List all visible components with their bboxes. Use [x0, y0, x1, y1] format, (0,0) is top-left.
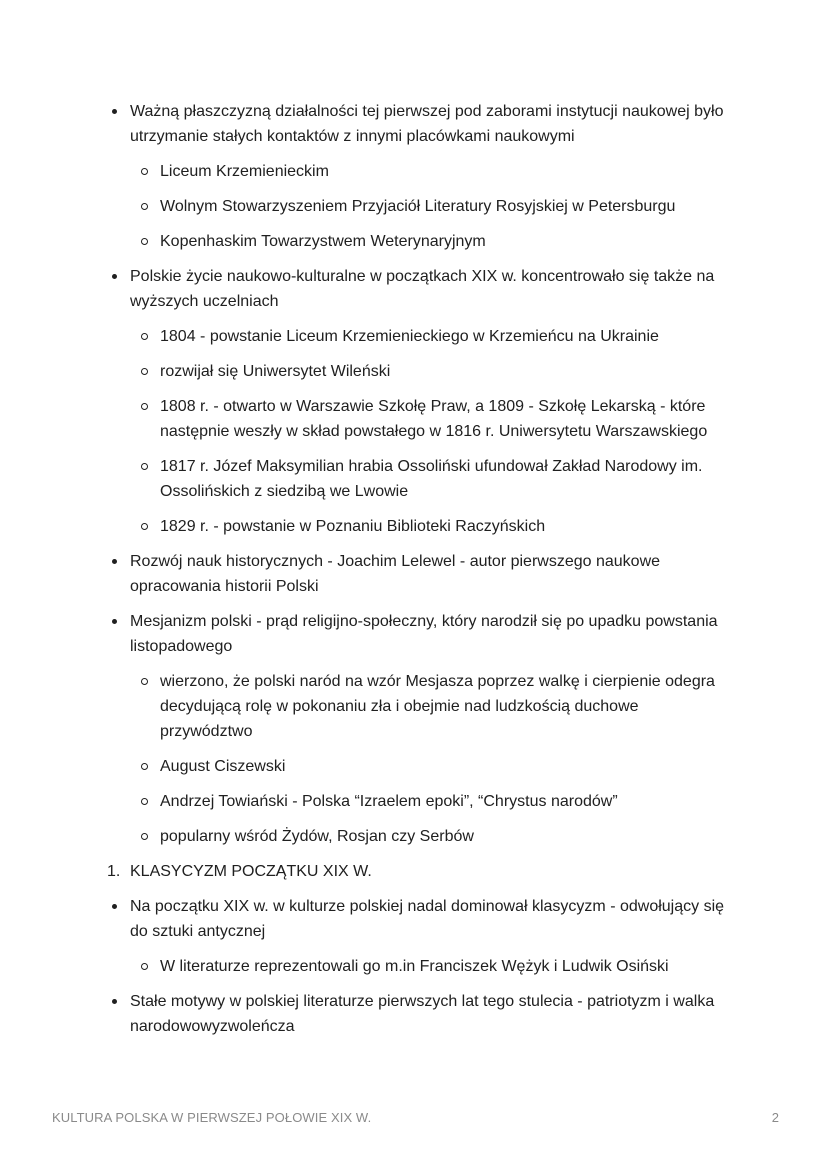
- list-item-text: 1829 r. - powstanie w Poznaniu Biblioteki Raczyńskich: [160, 518, 546, 535]
- sub-bullet-icon: [138, 229, 150, 254]
- sub-bullet-icon: [138, 454, 150, 479]
- list-item-text: 1817 r. Józef Maksymilian hrabia Ossoliński ufundował Zakład Narodowy im. Ossolińskich z siedzibą we Lwowie: [160, 458, 703, 500]
- sub-list-item: [160, 394, 730, 444]
- sub-bullet-icon: [138, 394, 150, 419]
- list-item-text: Wolnym Stowarzyszeniem Przyjaciół Literatury Rosyjskiej w Petersburgu: [160, 198, 676, 215]
- sub-bullet-icon: [138, 954, 150, 979]
- list-item-text: Stałe motywy w polskiej literaturze pierwszych lat tego stulecia - patriotyzm i walka narodowowyzwoleńcza: [130, 993, 715, 1035]
- list-item-text: Polskie życie naukowo-kulturalne w początkach XIX w. koncentrowało się także na wyższych uczelniach: [130, 268, 715, 310]
- sub-bullet-icon: [138, 194, 150, 219]
- list-item: [130, 989, 730, 1039]
- list-item: [130, 99, 730, 149]
- list-number: 1.: [107, 863, 121, 880]
- list-item-text: Mesjanizm polski - prąd religijno-społeczny, który narodził się po upadku powstania listopadowego: [130, 613, 718, 655]
- bullet-icon: [108, 549, 120, 574]
- sub-list-item: [160, 789, 730, 814]
- sub-list-item: [160, 669, 730, 744]
- sub-list-item: [160, 754, 730, 779]
- list-item-text: KLASYCYZM POCZĄTKU XIX W.: [130, 863, 372, 880]
- sub-list-item: [160, 229, 730, 254]
- sub-bullet-icon: [138, 789, 150, 814]
- document-body: [0, 99, 828, 1039]
- sub-list-item: [160, 194, 730, 219]
- list-item-text: 1804 - powstanie Liceum Krzemienieckiego w Krzemieńcu na Ukrainie: [160, 328, 659, 345]
- sub-list-item: [160, 159, 730, 184]
- sub-bullet-icon: [138, 324, 150, 349]
- sub-bullet-icon: [138, 159, 150, 184]
- list-item-text: rozwijał się Uniwersytet Wileński: [160, 363, 391, 380]
- bullet-icon: [108, 894, 120, 919]
- sub-bullet-icon: [138, 669, 150, 694]
- sub-bullet-icon: [138, 514, 150, 539]
- bullet-icon: [108, 99, 120, 124]
- sub-bullet-icon: [138, 754, 150, 779]
- list-item-text: wierzono, że polski naród na wzór Mesjasza poprzez walkę i cierpienie odegra decydującą rolę w pokonaniu zła i obejmie nad ludzkością duchowe przywództwo: [160, 673, 715, 740]
- list-item-text: Liceum Krzemienieckim: [160, 163, 329, 180]
- page-number: 2: [771, 1110, 779, 1125]
- sub-list-item: [160, 359, 730, 384]
- bullet-icon: [108, 264, 120, 289]
- list-item: [130, 609, 730, 659]
- sub-list-item: [160, 954, 730, 979]
- bullet-icon: [108, 989, 120, 1014]
- sub-list-item: [160, 454, 730, 504]
- list-item-text: Andrzej Towiański - Polska “Izraelem epoki”, “Chrystus narodów”: [160, 793, 618, 810]
- sub-list-item: [160, 514, 730, 539]
- list-item: [107, 859, 730, 884]
- list-item-text: August Ciszewski: [160, 758, 286, 775]
- bullet-icon: [108, 609, 120, 634]
- sub-list-item: [160, 324, 730, 349]
- footer-title: KULTURA POLSKA W PIERWSZEJ POŁOWIE XIX W.: [52, 1110, 372, 1125]
- list-item: [130, 894, 730, 944]
- list-item: [130, 264, 730, 314]
- list-item-text: Na początku XIX w. w kulturze polskiej nadal dominował klasycyzm - odwołujący się do sztuki antycznej: [130, 898, 725, 940]
- list-item-text: Rozwój nauk historycznych - Joachim Lelewel - autor pierwszego naukowe opracowania historii Polski: [130, 553, 661, 595]
- list-item-text: W literaturze reprezentowali go m.in Franciszek Wężyk i Ludwik Osiński: [160, 958, 669, 975]
- list-item-text: Kopenhaskim Towarzystwem Weterynaryjnym: [160, 233, 486, 250]
- sub-bullet-icon: [138, 359, 150, 384]
- list-item-text: popularny wśród Żydów, Rosjan czy Serbów: [160, 828, 474, 845]
- list-item: [130, 549, 730, 599]
- sub-bullet-icon: [138, 824, 150, 849]
- list-item-text: Ważną płaszczyzną działalności tej pierwszej pod zaborami instytucji naukowej było utrzymanie stałych kontaktów z innymi placówkami naukowymi: [130, 103, 724, 145]
- sub-list-item: [160, 824, 730, 849]
- list-item-text: 1808 r. - otwarto w Warszawie Szkołę Praw, a 1809 - Szkołę Lekarską - które następnie weszły w skład powstałego w 1816 r. Uniwersytetu Warszawskiego: [160, 398, 708, 440]
